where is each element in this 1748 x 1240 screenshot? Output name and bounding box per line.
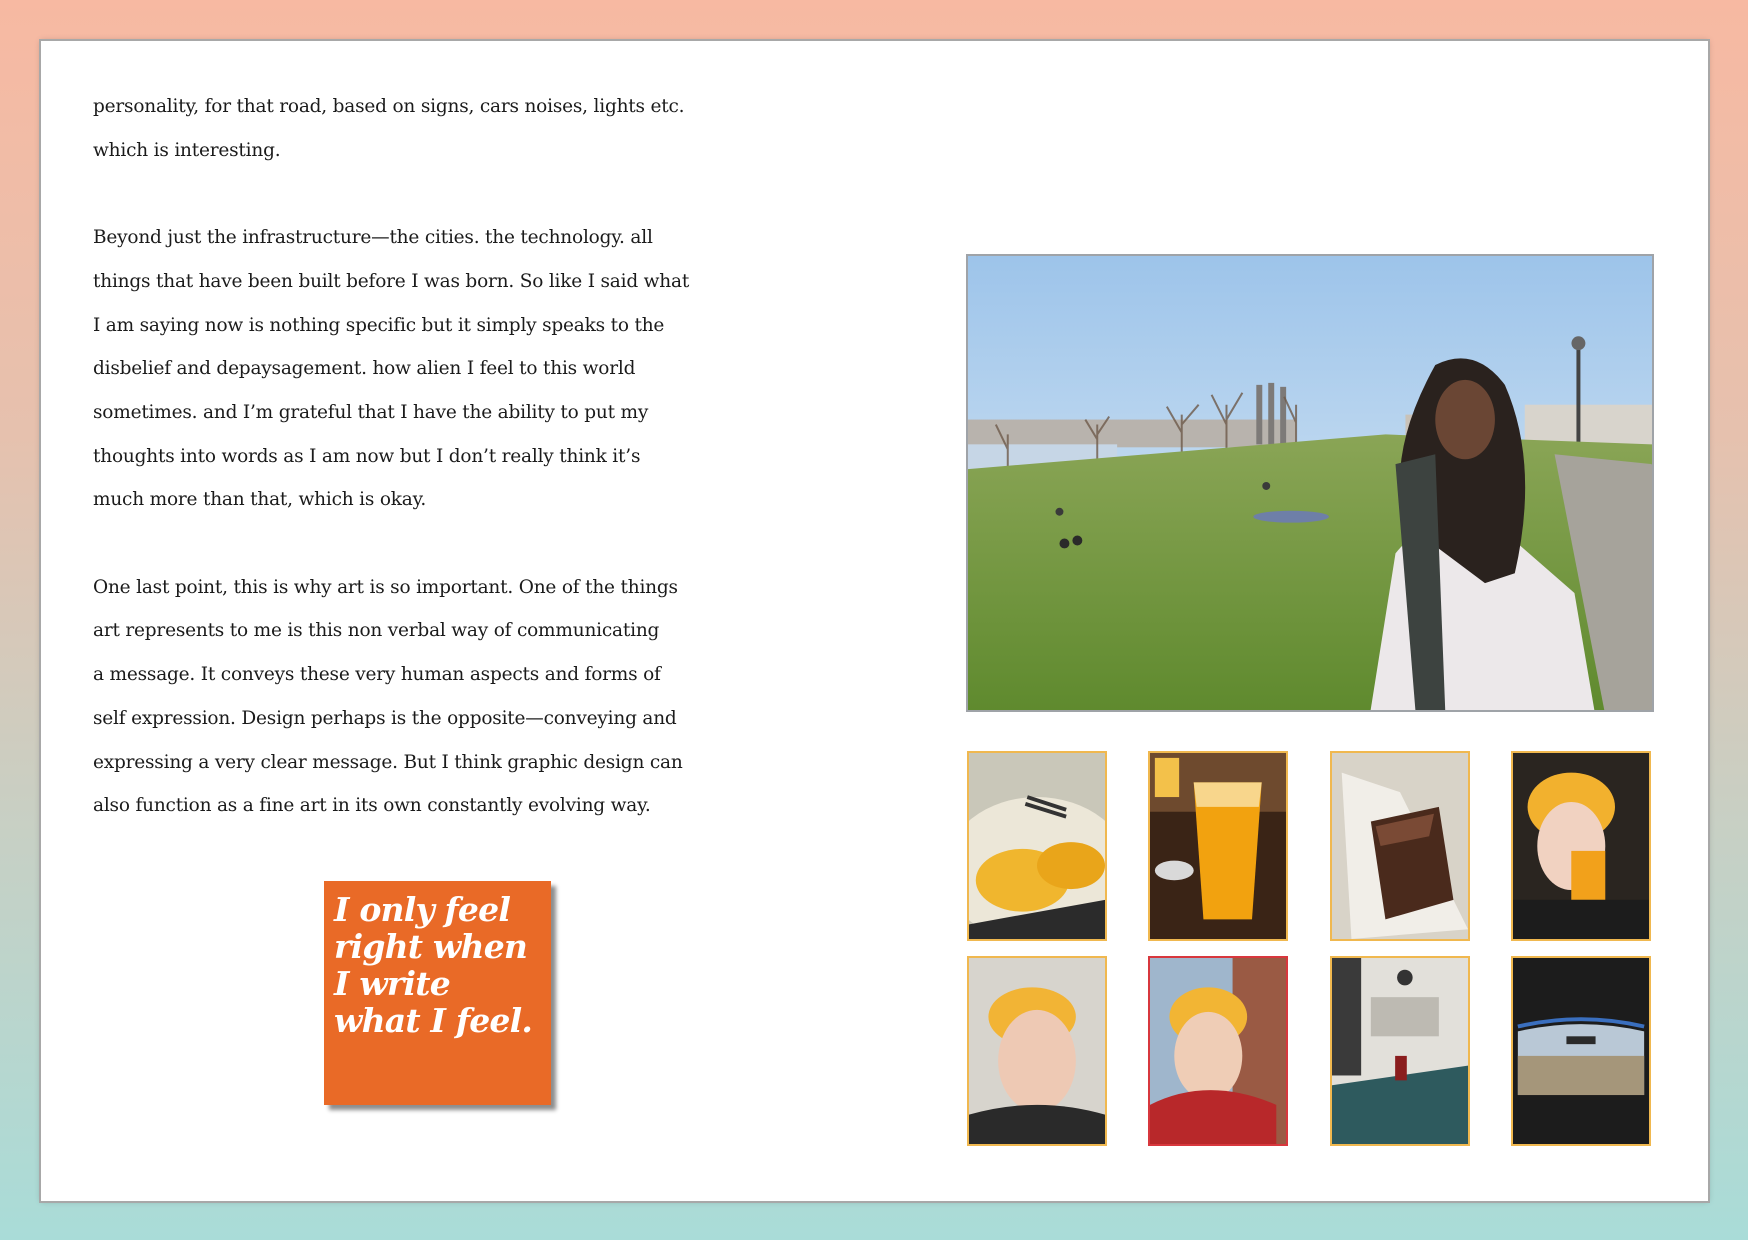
dumplings-illustration	[969, 753, 1105, 939]
pull-quote	[334, 891, 549, 1039]
text-line: also function as a fine art in its own constantly evolving way.	[93, 795, 651, 817]
text-line: thoughts into words as I am now but I don’t really think it’s	[93, 445, 641, 467]
selfie-street-photo	[1148, 956, 1288, 1146]
selfie-drinking-photo	[1511, 751, 1651, 941]
text-line: Beyond just the infrastructure—the cities. the technology. all	[93, 227, 653, 249]
text-line: things that have been built before I was born. So like I said what	[93, 270, 690, 292]
text-line: One last point, this is why art is so important. One of the things	[93, 576, 678, 598]
text-line: sometimes. and I’m grateful that I have the ability to put my	[93, 401, 649, 423]
orange-juice-photo	[1148, 751, 1288, 941]
selfie-indoor-photo	[967, 956, 1107, 1146]
park-photo-illustration	[968, 256, 1652, 710]
pull-quote-line: I only feel	[334, 890, 511, 929]
text-line: which is interesting.	[93, 139, 281, 161]
pull-quote-line: right when	[334, 927, 528, 966]
paragraph	[93, 216, 773, 522]
text-line: disbelief and depaysagement. how alien I feel to this world	[93, 358, 636, 380]
paragraph	[93, 85, 773, 172]
pull-quote-box	[324, 881, 551, 1105]
paragraph	[93, 566, 773, 828]
office-interior-illustration	[1332, 958, 1468, 1144]
text-line: much more than that, which is okay.	[93, 489, 427, 511]
text-line: art represents to me is this non verbal way of communicating	[93, 620, 660, 642]
text-line: personality, for that road, based on signs, cars noises, lights etc.	[93, 96, 685, 117]
body-text	[93, 85, 773, 828]
pull-quote-line: what I feel.	[334, 1001, 533, 1040]
food-dumplings-photo	[967, 751, 1107, 941]
car-windshield-illustration	[1513, 958, 1649, 1144]
selfie-indoor-illustration	[969, 958, 1105, 1144]
text-line: expressing a very clear message. But I think graphic design can	[93, 751, 683, 773]
text-line: self expression. Design perhaps is the opposite—conveying and	[93, 707, 677, 729]
pull-quote-line: I write	[334, 964, 450, 1003]
text-line: I am saying now is nothing specific but it simply speaks to the	[93, 314, 665, 336]
office-interior-photo	[1330, 956, 1470, 1146]
selfie-street-illustration	[1150, 958, 1286, 1144]
orange-juice-illustration	[1150, 753, 1286, 939]
brownie-illustration	[1332, 753, 1468, 939]
car-windshield-photo	[1511, 956, 1651, 1146]
text-line: a message. It conveys these very human aspects and forms of	[93, 664, 661, 686]
brownie-photo	[1330, 751, 1470, 941]
park-portrait-photo	[966, 254, 1654, 712]
selfie-drinking-illustration	[1513, 753, 1649, 939]
magazine-spread	[41, 41, 1708, 1201]
